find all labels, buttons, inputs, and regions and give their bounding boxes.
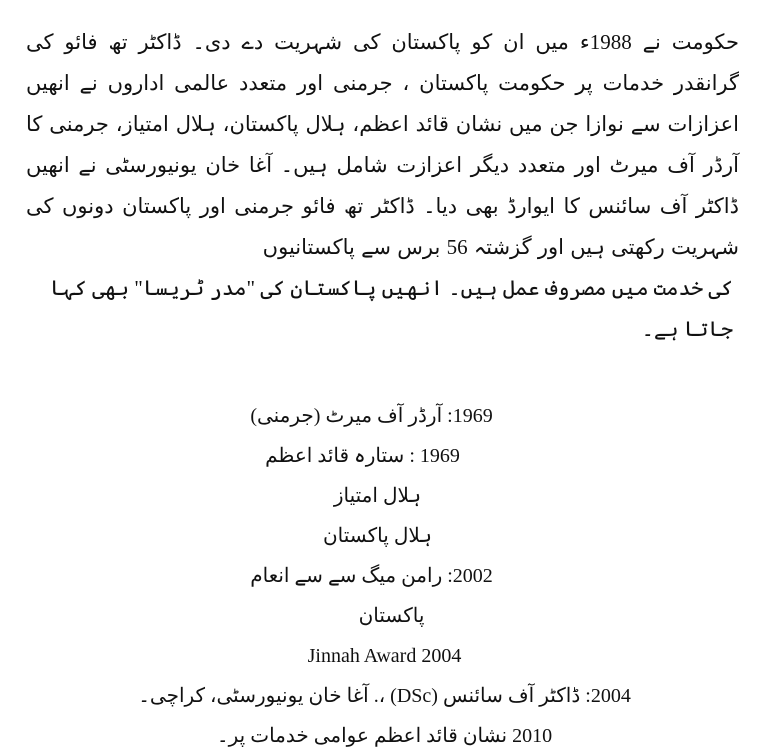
award-item: ہلال پاکستان (322, 525, 433, 547)
award-item-latin: Jinnah Award 2004 (307, 645, 462, 667)
award-item: ہلال امتیاز (333, 485, 422, 507)
award-item: 1969: آرڈر آف میرٹ (جرمنی) (250, 405, 493, 427)
award-item: پاکستان (358, 605, 425, 627)
paragraph-text: حکومت نے 1988ء میں ان کو پاکستان کی شہریت دے دی۔ ڈاکٹر تھ فائو کی گرانقدر خدمات پر حکومت پاکستان ، جرمنی اور متعدد عالمی اداروں نے انھیں اعزازات سے نوازا جن میں نشان قائد اعظم، ہلال پاکستان، ہلال امتیاز، جرمنی کا آرڈر آف میرٹ اور متعدد دیگر اعزازت شامل ہیں۔ آغا خان یونیورسٹی نے انھیں ڈاکٹر آف سائنس کا ایوارڈ بھی دیا۔ ڈاکٹر تھ فائو جرمنی اور پاکستان دونوں کی شہریت رکھتی ہیں اور گزشتہ 56 برس سے پاکستانیوں (26, 30, 739, 259)
awards-list (26, 396, 739, 756)
main-paragraph (26, 14, 739, 268)
award-item: 1969 : ستارہ قائد اعظم (265, 445, 460, 467)
award-item: 2010 نشان قائد اعظم عوامی خدمات پر۔ (216, 725, 553, 747)
award-item: 2004: ڈاکٹر آف سائنس (DSc) ،. آغا خان یونیورسٹی، کراچی۔ (138, 685, 631, 707)
paragraph-last-line: کی خدمت میں مصروف عمل ہیں۔ انھیں پاکستان کی "مدر ٹریسا" بھی کہا جاتا ہے۔ (49, 276, 733, 341)
award-item: 2002: رامن میگ سے سے انعام (250, 565, 493, 587)
